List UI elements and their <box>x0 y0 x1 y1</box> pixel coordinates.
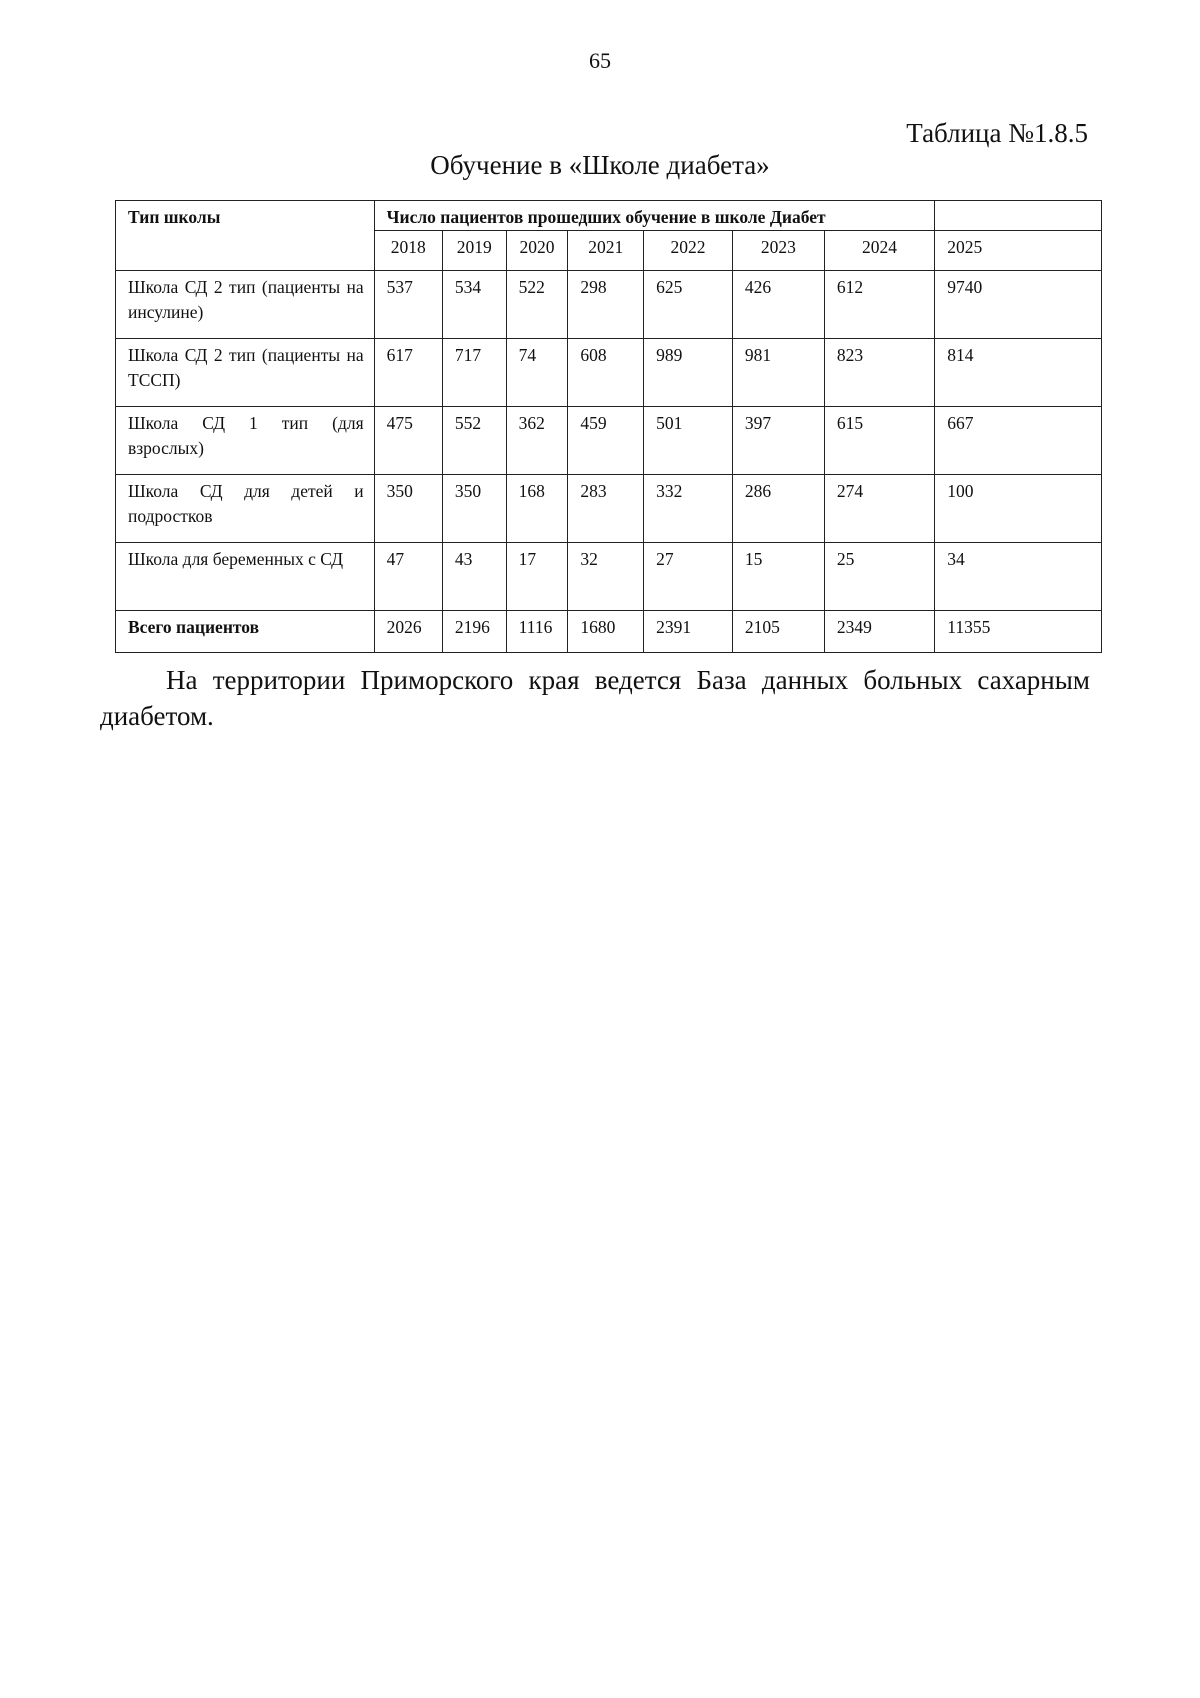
table-cell: 47 <box>374 543 442 611</box>
table-cell: 74 <box>506 339 568 407</box>
total-cell: 1680 <box>568 611 644 653</box>
table-cell: 522 <box>506 271 568 339</box>
total-cell: 2349 <box>824 611 934 653</box>
table-number: Таблица №1.8.5 <box>906 118 1088 148</box>
page-number: 65 <box>589 48 611 73</box>
table-row <box>116 339 1102 407</box>
table-cell: 32 <box>568 543 644 611</box>
table-cell: 459 <box>568 407 644 475</box>
header-year: 2020 <box>506 231 568 271</box>
header-year: 2025 <box>935 231 1102 271</box>
table-cell: 168 <box>506 475 568 543</box>
total-label: Всего пациентов <box>116 611 375 653</box>
diabetes-school-table <box>115 200 1102 653</box>
row-label: Школа СД для детей и подростков <box>116 475 375 543</box>
table-cell: 283 <box>568 475 644 543</box>
table-cell: 100 <box>935 475 1102 543</box>
total-cell: 2105 <box>732 611 824 653</box>
table-cell: 286 <box>732 475 824 543</box>
row-label: Школа СД 1 тип (для взрослых) <box>116 407 375 475</box>
table-cell: 667 <box>935 407 1102 475</box>
total-cell: 2026 <box>374 611 442 653</box>
table-cell: 989 <box>644 339 733 407</box>
table-cell: 426 <box>732 271 824 339</box>
row-label: Школа СД 2 тип (пациенты на инсулине) <box>116 271 375 339</box>
table-cell: 274 <box>824 475 934 543</box>
total-cell: 1116 <box>506 611 568 653</box>
table-cell: 397 <box>732 407 824 475</box>
header-empty-cell <box>935 201 1102 231</box>
total-cell: 11355 <box>935 611 1102 653</box>
table-cell: 814 <box>935 339 1102 407</box>
table-title: Обучение в «Школе диабета» <box>430 150 770 180</box>
table-cell: 615 <box>824 407 934 475</box>
table-cell: 608 <box>568 339 644 407</box>
table-row <box>116 407 1102 475</box>
table-cell: 43 <box>442 543 506 611</box>
table-cell: 981 <box>732 339 824 407</box>
total-cell: 2196 <box>442 611 506 653</box>
table-cell: 537 <box>374 271 442 339</box>
table-cell: 823 <box>824 339 934 407</box>
table-cell: 501 <box>644 407 733 475</box>
table-cell: 617 <box>374 339 442 407</box>
row-label: Школа СД 2 тип (пациенты на ТССП) <box>116 339 375 407</box>
total-row <box>116 611 1102 653</box>
table-cell: 9740 <box>935 271 1102 339</box>
table-cell: 534 <box>442 271 506 339</box>
table-cell: 612 <box>824 271 934 339</box>
table-cell: 27 <box>644 543 733 611</box>
header-school-type: Тип школы <box>116 201 375 271</box>
table-cell: 625 <box>644 271 733 339</box>
table-cell: 350 <box>374 475 442 543</box>
table-cell: 717 <box>442 339 506 407</box>
table-cell: 362 <box>506 407 568 475</box>
table-cell: 475 <box>374 407 442 475</box>
header-year: 2022 <box>644 231 733 271</box>
header-year: 2023 <box>732 231 824 271</box>
table-cell: 298 <box>568 271 644 339</box>
header-year: 2021 <box>568 231 644 271</box>
table-cell: 15 <box>732 543 824 611</box>
table-row <box>116 543 1102 611</box>
header-year: 2019 <box>442 231 506 271</box>
table-cell: 17 <box>506 543 568 611</box>
row-label: Школа для беременных с СД <box>116 543 375 611</box>
table-cell: 25 <box>824 543 934 611</box>
table-row <box>116 475 1102 543</box>
total-cell: 2391 <box>644 611 733 653</box>
table-row <box>116 271 1102 339</box>
table-cell: 552 <box>442 407 506 475</box>
header-year: 2024 <box>824 231 934 271</box>
table-cell: 332 <box>644 475 733 543</box>
table-cell: 34 <box>935 543 1102 611</box>
table-cell: 350 <box>442 475 506 543</box>
body-paragraph: На территории Приморского края ведется База данных больных сахарным диабетом. <box>100 665 1090 731</box>
header-year: 2018 <box>374 231 442 271</box>
header-patients-group: Число пациентов прошедших обучение в школе Диабет <box>374 201 935 231</box>
